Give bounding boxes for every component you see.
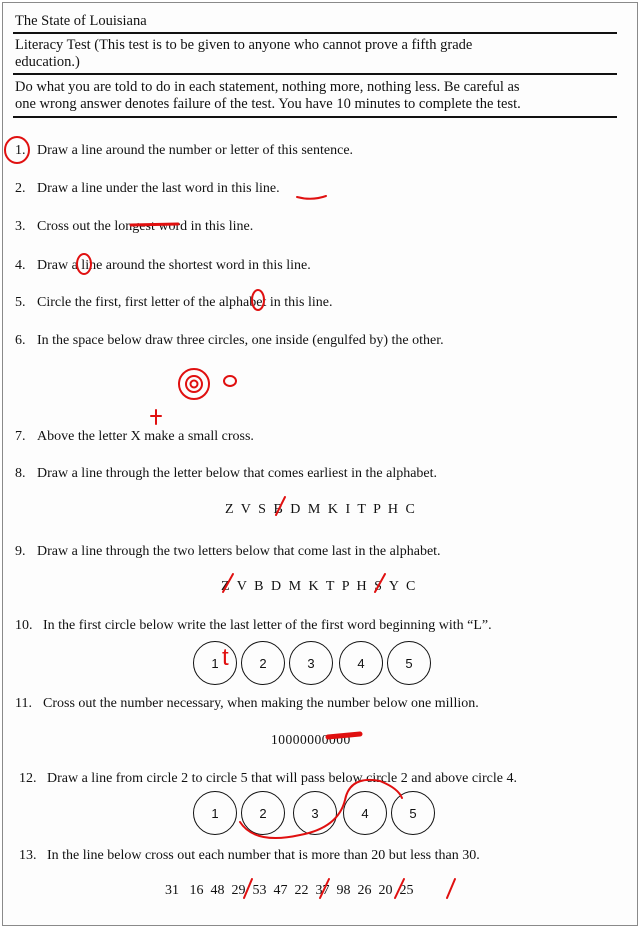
question-10 bbox=[15, 617, 492, 634]
question-number: 5. bbox=[15, 295, 26, 310]
q10-circle-5: 5 bbox=[387, 641, 431, 685]
question-5 bbox=[15, 294, 332, 311]
question-number: 12. bbox=[19, 771, 37, 786]
question-text: Draw a line around the shortest word in this line. bbox=[37, 258, 311, 273]
question-text: Draw a line under the last word in this line. bbox=[37, 181, 280, 196]
q9-letter-row: Z V B D M K T P H S Y C bbox=[221, 579, 418, 594]
question-6 bbox=[15, 332, 444, 349]
question-text: In the first circle below write the last letter of the first word beginning with “L”. bbox=[43, 618, 492, 633]
question-number: 13. bbox=[19, 848, 37, 863]
question-13 bbox=[19, 847, 480, 864]
q8-letter-row: Z V S B D M K I T P H C bbox=[225, 502, 417, 517]
question-3 bbox=[15, 218, 253, 235]
question-4 bbox=[15, 257, 311, 274]
q10-circle-2: 2 bbox=[241, 641, 285, 685]
question-text: Draw a line around the number or letter of this sentence. bbox=[37, 143, 354, 158]
question-text: Cross out the number necessary, when making the number below one million. bbox=[43, 696, 479, 711]
test-title-line-1: Literacy Test (This test is to be given to anyone who cannot prove a fifth grade bbox=[15, 37, 473, 53]
divider bbox=[13, 116, 617, 118]
handwritten-answer-t: t bbox=[222, 644, 229, 671]
question-8 bbox=[15, 465, 437, 482]
question-11 bbox=[15, 695, 479, 712]
instructions-line-2: one wrong answer denotes failure of the test. You have 10 minutes to complete the test. bbox=[15, 96, 521, 112]
question-text: Draw a line through the two letters below that come last in the alphabet. bbox=[37, 544, 441, 559]
question-text: Draw a line through the letter below that comes earliest in the alphabet. bbox=[37, 466, 438, 481]
q12-circle-2: 2 bbox=[241, 791, 285, 835]
q12-circle-4: 4 bbox=[343, 791, 387, 835]
question-text: In the space below draw three circles, one inside (engulfed by) the other. bbox=[37, 333, 444, 348]
question-text: Above the letter X make a small cross. bbox=[37, 429, 254, 444]
literacy-test-page bbox=[2, 2, 638, 926]
question-number: 11. bbox=[15, 696, 32, 711]
test-title-line-2: education.) bbox=[15, 54, 80, 70]
question-number: 2. bbox=[15, 181, 26, 196]
question-number: 10. bbox=[15, 618, 33, 633]
q10-circle-4: 4 bbox=[339, 641, 383, 685]
q11-number: 10000000000 bbox=[271, 732, 351, 747]
q13-number-row: 31 16 48 29 53 47 22 37 98 26 20 25 bbox=[165, 883, 414, 898]
instructions-line-1: Do what you are told to do in each statement, nothing more, nothing less. Be careful as bbox=[15, 79, 520, 95]
question-text: Draw a line from circle 2 to circle 5 that will pass below circle 2 and above circle 4. bbox=[47, 771, 517, 786]
question-text: In the line below cross out each number that is more than 20 but less than 30. bbox=[47, 848, 480, 863]
q12-circle-5: 5 bbox=[391, 791, 435, 835]
q12-circle-3: 3 bbox=[293, 791, 337, 835]
q12-circle-1: 1 bbox=[193, 791, 237, 835]
q10-circle-1: 1 bbox=[193, 641, 237, 685]
question-1 bbox=[15, 142, 353, 159]
divider bbox=[13, 73, 617, 75]
question-number: 1. bbox=[15, 143, 26, 158]
question-number: 6. bbox=[15, 333, 26, 348]
divider bbox=[13, 32, 617, 34]
question-9 bbox=[15, 543, 441, 560]
question-number: 4. bbox=[15, 258, 26, 273]
question-7 bbox=[15, 428, 254, 445]
question-text: Cross out the longest word in this line. bbox=[37, 219, 254, 234]
question-12 bbox=[19, 770, 517, 787]
question-2 bbox=[15, 180, 280, 197]
question-text: Circle the first, first letter of the alphabet in this line. bbox=[37, 295, 333, 310]
state-heading: The State of Louisiana bbox=[15, 13, 147, 29]
question-number: 9. bbox=[15, 544, 26, 559]
question-number: 8. bbox=[15, 466, 26, 481]
q10-circle-3: 3 bbox=[289, 641, 333, 685]
question-number: 3. bbox=[15, 219, 26, 234]
question-number: 7. bbox=[15, 429, 26, 444]
